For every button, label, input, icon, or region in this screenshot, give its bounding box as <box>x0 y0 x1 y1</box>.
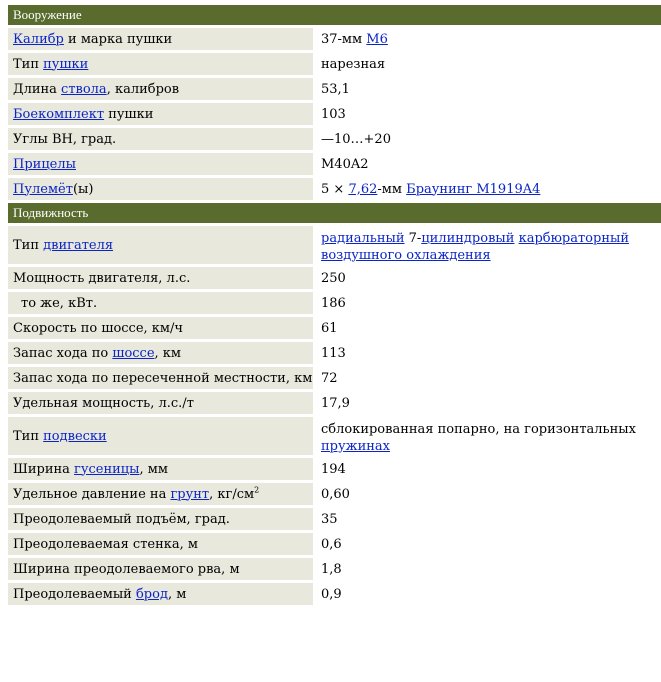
value-suspension: сблокированная попарно, на горизонтальных пружинах <box>321 422 636 454</box>
link-air-cooling[interactable]: воздушного охлаждения <box>321 248 491 263</box>
label-specific-power: Удельная мощность, л.с./т <box>8 392 313 414</box>
value-angles: —10…+20 <box>321 131 391 147</box>
link-carburetor[interactable]: карбюраторный <box>518 231 629 246</box>
label-angles: Углы ВН, град. <box>8 128 313 150</box>
link-ground[interactable]: грунт <box>170 486 210 502</box>
row-climb <box>8 508 661 530</box>
row-sights <box>8 153 661 175</box>
label-pressure: Удельное давление на грунт, $кг/см^2$ <box>8 483 313 505</box>
value-power-hp: 250 <box>321 270 346 286</box>
row-power-kw <box>8 292 661 314</box>
value-range-cross: 72 <box>321 370 338 386</box>
label-wall: Преодолеваемая стенка, м <box>8 533 313 555</box>
label-mg: Пулемёт(ы) <box>8 178 313 200</box>
link-suspension[interactable]: подвески <box>43 428 107 444</box>
label-engine: Тип двигателя <box>8 226 313 264</box>
link-radial[interactable]: радиальный <box>321 231 405 246</box>
row-specific-power <box>8 392 661 414</box>
row-suspension <box>8 417 661 455</box>
link-sights[interactable]: Прицелы <box>13 156 76 172</box>
row-ditch <box>8 558 661 580</box>
link-ford[interactable]: брод <box>135 586 168 602</box>
value-climb: 35 <box>321 511 338 527</box>
row-range-road <box>8 342 661 364</box>
row-barrel <box>8 78 661 100</box>
row-ford <box>8 583 661 605</box>
link-m6[interactable]: M6 <box>366 31 388 47</box>
label-climb: Преодолеваемый подъём, град. <box>8 508 313 530</box>
value-engine: радиальный 7-цилиндровый карбюраторный воздушного охлаждения <box>321 231 629 263</box>
value-barrel: 53,1 <box>321 81 350 97</box>
label-range-cross: Запас хода по пересеченной местности, км <box>8 367 313 389</box>
row-gun-type <box>8 53 661 75</box>
label-barrel: Длина ствола, калибров <box>8 78 313 100</box>
value-specific-power: 17,9 <box>321 395 350 411</box>
row-caliber <box>8 28 661 50</box>
label-caliber: Калибр и марка пушки <box>8 28 313 50</box>
label-range-road: Запас хода по шоссе, км <box>8 342 313 364</box>
label-power-kw: то же, кВт. <box>8 292 313 314</box>
value-caliber: 37-мм M6 <box>321 31 388 47</box>
link-caliber[interactable]: Калибр <box>13 31 64 47</box>
value-track-width: 194 <box>321 461 346 477</box>
label-gun-type: Тип пушки <box>8 53 313 75</box>
label-suspension: Тип подвески <box>8 417 313 455</box>
label-speed: Скорость по шоссе, км/ч <box>8 317 313 339</box>
link-mg[interactable]: Пулемёт <box>13 181 73 197</box>
label-ford: Преодолеваемый брод, м <box>8 583 313 605</box>
label-ammo: Боекомплект пушки <box>8 103 313 125</box>
value-power-kw: 186 <box>321 295 346 311</box>
row-wall <box>8 533 661 555</box>
link-762[interactable]: 7,62 <box>348 181 378 197</box>
row-mg <box>8 178 661 200</box>
row-range-cross <box>8 367 661 389</box>
row-engine <box>8 226 661 264</box>
row-ammo <box>8 103 661 125</box>
link-highway[interactable]: шоссе <box>112 345 155 361</box>
value-gun-type: нарезная <box>321 56 386 72</box>
value-ammo: 103 <box>321 106 346 122</box>
row-angles <box>8 128 661 150</box>
label-power-hp: Мощность двигателя, л.с. <box>8 267 313 289</box>
label-track-width: Ширина гусеницы, мм <box>8 458 313 480</box>
value-speed: 61 <box>321 320 338 336</box>
section-header-armament: Вооружение <box>8 5 661 25</box>
value-mg: 5 × 7,62-мм Браунинг M1919A4 <box>321 181 541 197</box>
link-track[interactable]: гусеницы <box>74 461 140 477</box>
row-speed <box>8 317 661 339</box>
label-ditch: Ширина преодолеваемого рва, м <box>8 558 313 580</box>
value-ditch: 1,8 <box>321 561 342 577</box>
row-pressure <box>8 483 661 505</box>
row-track-width <box>8 458 661 480</box>
value-sights: M40A2 <box>321 156 369 172</box>
link-engine[interactable]: двигателя <box>43 237 114 253</box>
value-wall: 0,6 <box>321 536 342 552</box>
link-gun[interactable]: пушки <box>43 56 89 72</box>
value-ford: 0,9 <box>321 586 342 602</box>
value-range-road: 113 <box>321 345 346 361</box>
spec-table <box>8 5 661 608</box>
label-sights <box>8 153 313 175</box>
row-power-hp <box>8 267 661 289</box>
link-ammo[interactable]: Боекомплект <box>13 106 105 122</box>
link-springs[interactable]: пружинах <box>321 439 391 454</box>
link-browning[interactable]: Браунинг M1919A4 <box>406 181 541 197</box>
link-barrel[interactable]: ствола <box>61 81 107 97</box>
value-pressure: 0,60 <box>321 486 350 502</box>
link-cylinder[interactable]: цилиндровый <box>421 231 515 246</box>
section-header-mobility: Подвижность <box>8 203 661 223</box>
